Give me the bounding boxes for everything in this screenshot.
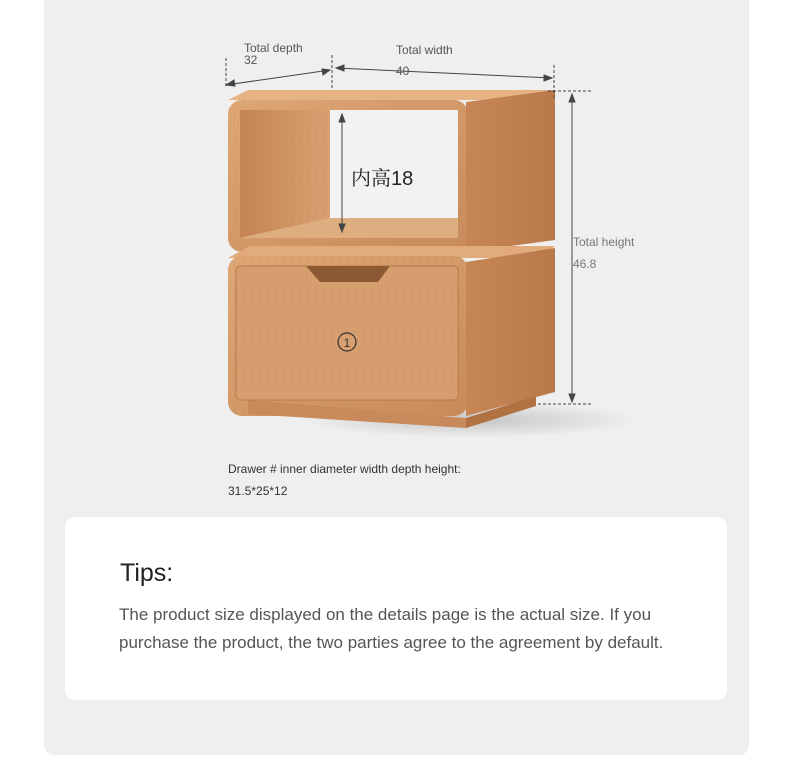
drawer-caption-line2: 31.5*25*12 — [228, 484, 288, 498]
drawer-number: 1 — [343, 336, 351, 350]
tips-body: The product size displayed on the details page is the actual size. If you purchase the product, the two parties agree to the agreement by default. — [119, 605, 664, 652]
bottom-drawer-cube — [228, 246, 555, 428]
total-width-value: 40 — [396, 64, 410, 78]
total-depth-label: Total depth — [244, 41, 303, 55]
tips-title: Tips: — [120, 559, 174, 587]
tips-card — [65, 517, 727, 700]
total-height-value: 46.8 — [573, 257, 597, 271]
total-width-label: Total width — [396, 43, 453, 57]
total-height-label: Total height — [573, 235, 635, 249]
total-depth-value: 32 — [244, 53, 258, 67]
drawer-caption-line1: Drawer # inner diameter width depth height: — [228, 462, 461, 476]
inner-height-label: 内高18 — [351, 168, 414, 190]
